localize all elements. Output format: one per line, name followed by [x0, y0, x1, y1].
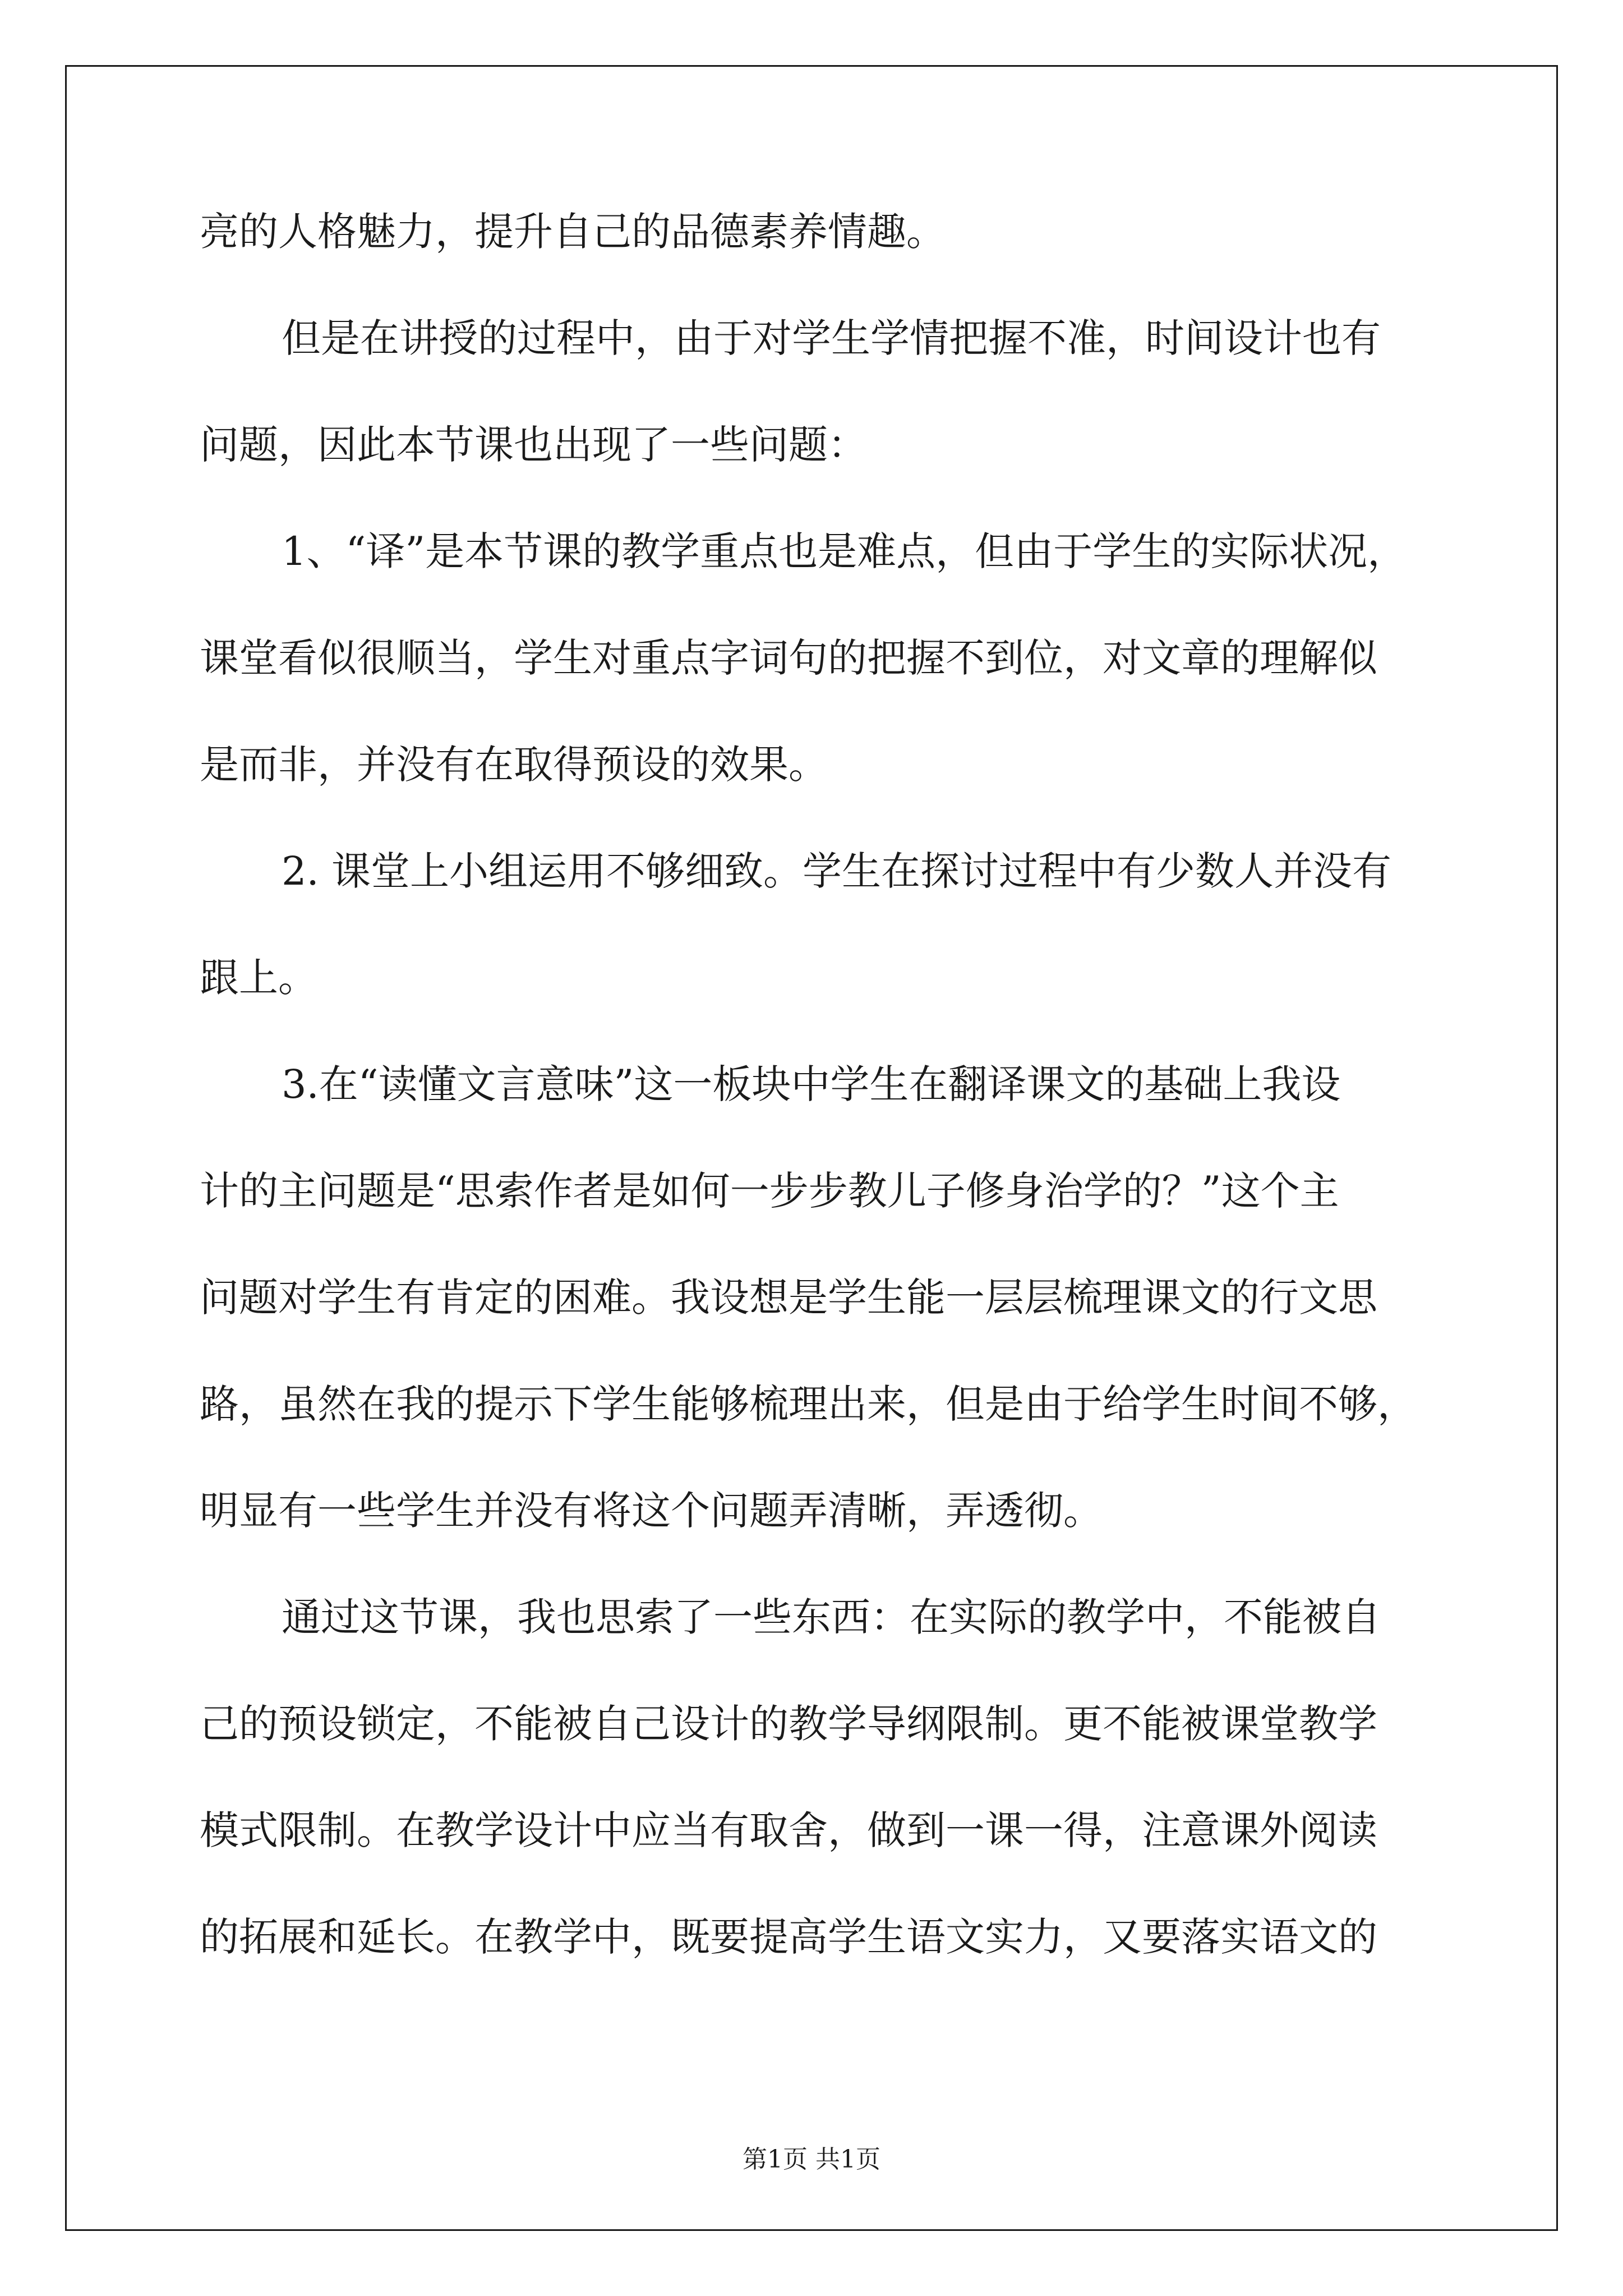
text-line: 亮的人格魅力，提升自己的品德素养情趣。 — [200, 209, 946, 255]
text-line: 模式限制。在教学设计中应当有取舍，做到一课一得，注意课外阅读 — [200, 1807, 1377, 1853]
text-line: 问题，因此本节课也出现了一些问题： — [200, 422, 867, 468]
text-line: 通过这节课，我也思索了一些东西：在实际的教学中，不能被自 — [282, 1594, 1381, 1640]
text-line: 但是在讲授的过程中，由于对学生学情把握不准，时间设计也有 — [282, 315, 1381, 361]
text-line: 课堂看似很顺当，学生对重点字词句的把握不到位，对文章的理解似 — [200, 635, 1377, 681]
page-number: 第1页 共1页 — [743, 2145, 880, 2174]
text-line: 问题对学生有肯定的困难。我设想是学生能一层层梳理课文的行文思 — [200, 1274, 1377, 1320]
text-line: 路，虽然在我的提示下学生能够梳理出来，但是由于给学生时间不够， — [200, 1381, 1417, 1427]
text-line: 跟上。 — [200, 955, 317, 1001]
text-line: 明显有一些学生并没有将这个问题弄清晰，弄透彻。 — [200, 1488, 1103, 1534]
text-line: 3.在“读懂文言意味”这一板块中学生在翻译课文的基础上我设 — [282, 1061, 1341, 1107]
text-line: 己的预设锁定，不能被自己设计的教学导纲限制。更不能被课堂教学 — [200, 1701, 1377, 1747]
page-border — [65, 65, 1558, 2231]
text-line: 的拓展和延长。在教学中，既要提高学生语文实力，又要落实语文的 — [200, 1914, 1377, 1960]
text-line: 是而非，并没有在取得预设的效果。 — [200, 742, 828, 788]
text-line: 2. 课堂上小组运用不够细致。学生在探讨过程中有少数人并没有 — [282, 848, 1392, 894]
text-line: 计的主问题是“思索作者是如何一步步教儿子修身治学的？”这个主 — [200, 1168, 1339, 1214]
text-line: 1、“译”是本节课的教学重点也是难点，但由于学生的实际状况， — [282, 528, 1407, 574]
